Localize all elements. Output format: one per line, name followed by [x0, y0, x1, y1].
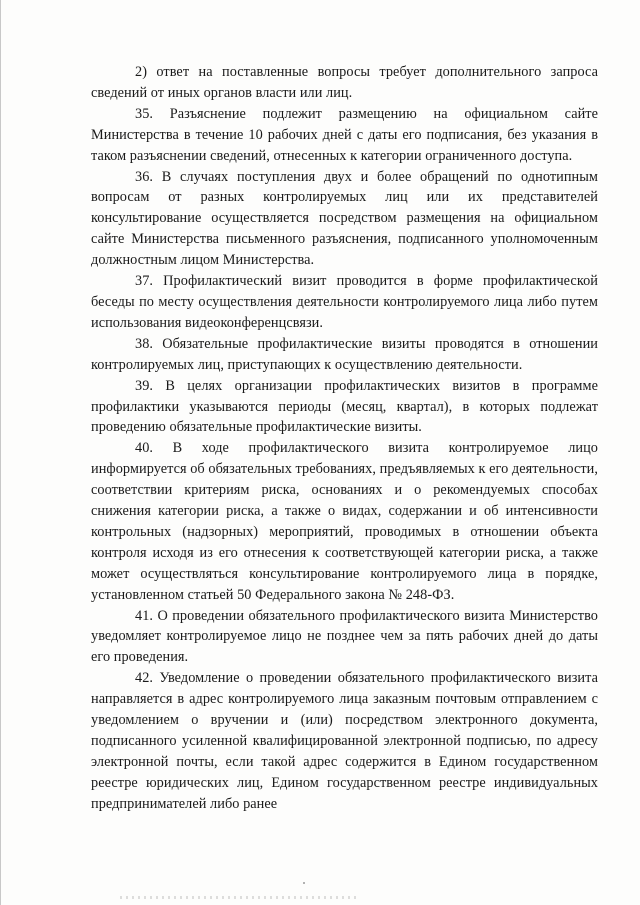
paragraph-item-2: 2) ответ на поставленные вопросы требует дополнительного запроса сведений от иных органов власти или лиц. [91, 64, 598, 101]
page-edge [0, 0, 1, 905]
paragraph-37: 37. Профилактический визит проводится в форме профилактической беседы по месту осуществления деятельности контролируемого лица либо путем использования видеоконференцсвязи. [91, 273, 598, 331]
paragraph-39: 39. В целях организации профилактических визитов в программе профилактики указываются периоды (месяц, квартал), в которых подлежат проведению обязательные профилактические визиты. [91, 377, 598, 436]
paragraph-42: 42. Уведомление о проведении обязательного профилактического визита направляется в адрес контролируемого лица заказным почтовым отправлением с уведомлением о вручении и (или) посредством электронного документа, подписанного усиленной квалифицированной электронной подписью, по адресу электронной почты, если такой адрес содержится в Едином государственном реестре юридических лиц, Едином государственном реестре индивидуальных предпринимателей либо ранее [91, 670, 598, 812]
paragraph-35: 35. Разъяснение подлежит размещению на официальном сайте Министерства в течение 10 рабочих дней с даты его подписания, без указания в таком разъяснении сведений, отнесенных к категории ограниченного доступа. [91, 105, 598, 164]
paragraph-38: 38. Обязательные профилактические визиты проводятся в отношении контролируемых лиц, приступающих к осуществлению деятельности. [91, 335, 598, 373]
scan-artifact-footer [120, 896, 360, 899]
document-body [91, 62, 598, 815]
paragraph-41: 41. О проведении обязательного профилактического визита Министерство уведомляет контролируемое лицо не позднее чем за пять рабочих дней до даты его проведения. [91, 607, 598, 666]
scan-artifact [303, 882, 305, 884]
paragraph-40: 40. В ходе профилактического визита контролируемое лицо информируется об обязательных требованиях, предъявляемых к его деятельности, соответствии критериям риска, основаниях и о рекомендуемых способах снижения категории риска, а также о видах, содержании и об интенсивности контрольных (надзорных) мероприятий, проводимых в отношении объекта контроля исходя из его отнесения к соответствующей категории риска, а также может осуществляться консультирование контролируемого лица в порядке, установленном статьей 50 Федерального закона № 248-ФЗ. [91, 440, 598, 603]
paragraph-36: 36. В случаях поступления двух и более обращений по однотипным вопросам от разных контролируемых лиц или их представителей консультирование осуществляется посредством размещения на официальном сайте Министерства письменного разъяснения, подписанного уполномоченным должностным лицом Министерства. [91, 168, 598, 269]
